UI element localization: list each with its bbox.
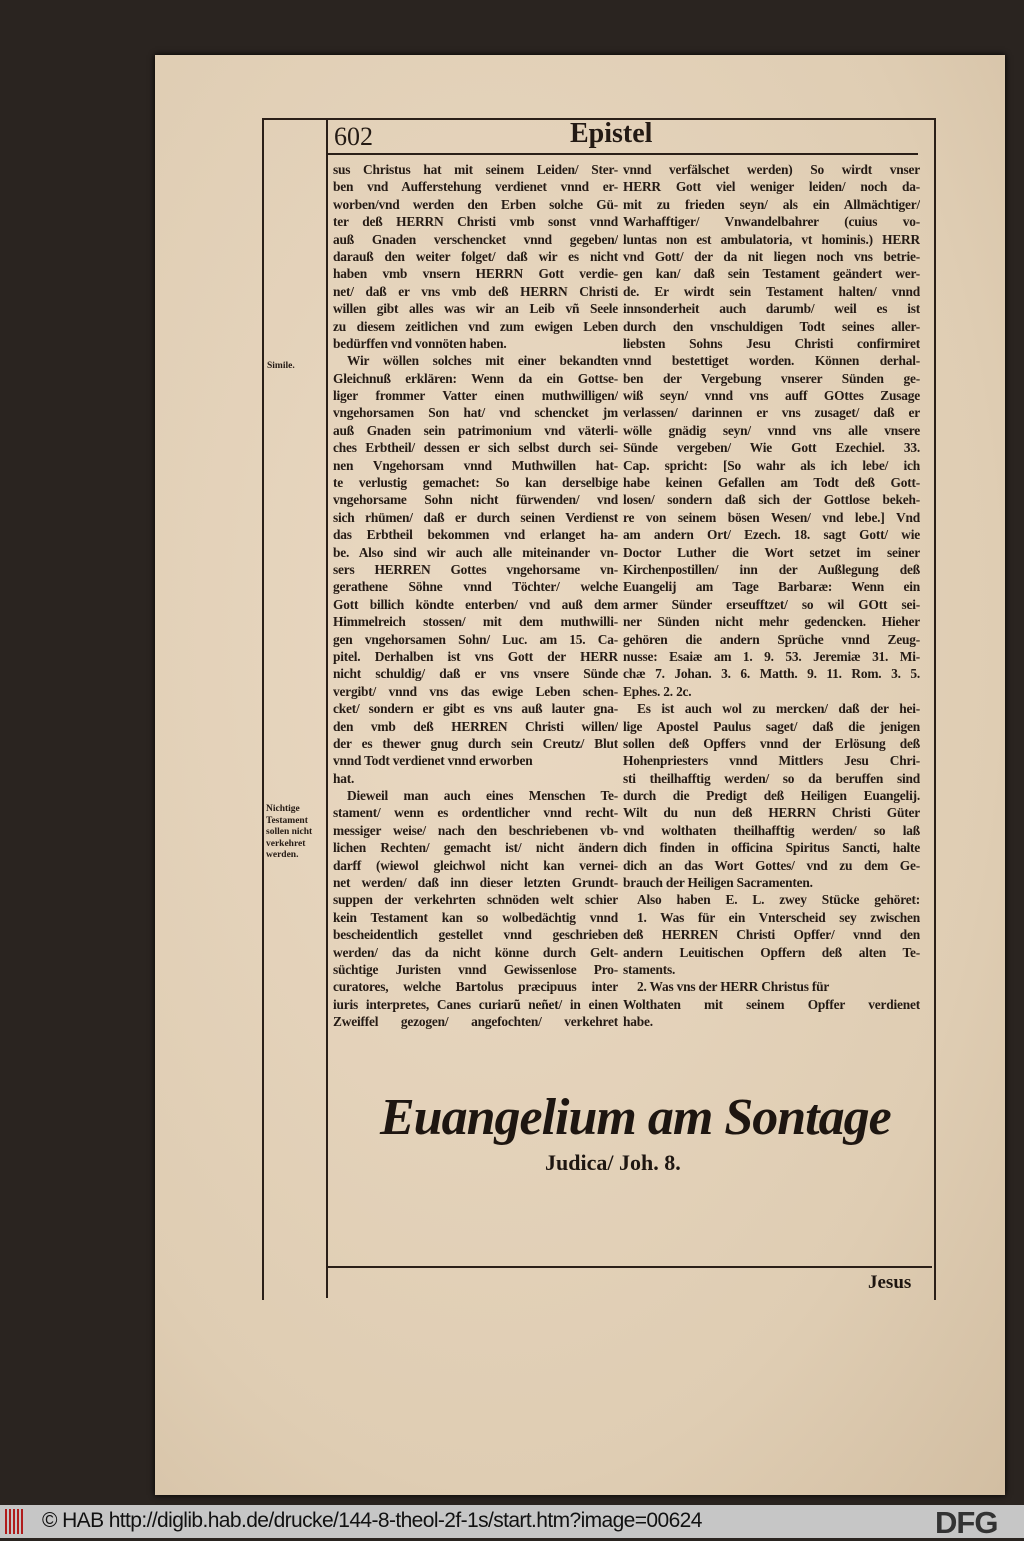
text-line: Gleichnuß erklären: Wenn da ein Gottse- <box>333 370 618 386</box>
text-line: habe keinen Gefallen am Todt deß Gott- <box>623 475 920 491</box>
text-line: bedürffen vnd vonnöten haben. <box>333 335 507 351</box>
text-line: kein Testament kan so wolbedächtig vnnd <box>333 909 618 925</box>
text-line: gen kan/ daß sein Testament geändert wer- <box>623 266 920 282</box>
text-line: Warhafftiger/ Vnwandelbahrer (cuius vo- <box>623 214 920 230</box>
right-text-column <box>623 161 920 1031</box>
text-line: bescheidentlich gestellet vnnd geschrieben <box>333 927 618 943</box>
page-number: 602 <box>334 122 373 151</box>
running-head: Epistel <box>570 118 653 149</box>
copyright-link[interactable]: © HAB http://diglib.hab.de/drucke/144-8-theol-2f-1s/start.htm?image=00624 <box>42 1509 702 1532</box>
text-line: 1. Was für ein Vnterscheid sey zwischen <box>637 909 920 925</box>
text-line: ben vnd Aufferstehung verdienet vnnd er- <box>333 179 618 195</box>
text-line: werden/ das da nicht könne durch Gelt- <box>333 944 618 960</box>
text-line: Kirchenpostillen/ inn der Außlegung deß <box>623 561 920 577</box>
text-line: gerathene Söhne vnnd Töchter/ welche <box>333 579 618 595</box>
text-line: das Erbtheil bekommen vnd erlanget ha- <box>333 527 618 543</box>
text-line: lichen Rechten/ gemacht ist/ nicht ändern <box>333 840 618 856</box>
text-line: gen vngehorsamen Sohn/ Luc. am 15. Ca- <box>333 631 618 647</box>
text-line: dich an das Wort Gottes/ vnd zu dem Ge- <box>623 857 920 873</box>
text-line: mit zu frieden seyn/ als ein Allmächtiger/ <box>623 196 920 212</box>
margin-column-rule <box>326 118 328 1298</box>
text-line: wiß seyn/ vnnd vns auff GOttes Zusage <box>623 388 920 404</box>
text-line: sus Christus hat mit seinem Leiden/ Ster- <box>333 162 618 177</box>
text-line: iuris interpretes, Canes curiarũ neñet/ in einen <box>333 996 618 1012</box>
text-line: messiger weise/ nach den beschriebenen vb- <box>333 822 618 838</box>
header-rule <box>328 153 918 155</box>
section-subtitle: Judica/ Joh. 8. <box>545 1150 681 1175</box>
dfg-logo: DFG <box>935 1505 998 1540</box>
text-line: dich finden in officina Spiritus Sancti, halte <box>623 840 920 856</box>
text-line: de. Er wirdt sein Testament halten/ vnnd <box>623 283 920 299</box>
text-line: Zweiffel gezogen/ angefochten/ verkehret <box>333 1014 618 1030</box>
text-line: durch den vnschuldigen Todt seines aller- <box>623 318 920 334</box>
text-line: Wir wöllen solches mit einer bekandten <box>347 353 618 369</box>
text-line: willen gibt alles was wir an Leib vñ Seele <box>333 301 618 317</box>
text-line: Himmelreich stossen/ mit dem muthwilli- <box>333 614 618 630</box>
text-line: Wolthaten mit seinem Opffer verdienet <box>623 996 920 1012</box>
text-line: stament/ wenn es ordentlicher vnnd recht- <box>333 805 618 821</box>
text-line: staments. <box>623 961 676 977</box>
text-line: cket/ sondern er gibt es vns auß lauter gna- <box>333 701 618 717</box>
text-line: haben vmb vnsern HERRN Gott verdie- <box>333 266 618 282</box>
text-line: worben/vnd werden den Erben solche Gü- <box>333 196 618 212</box>
text-line: Wilt du nun deß HERRN Christi Güter <box>623 805 920 821</box>
text-line: nicht schuldig/ daß er vns vnsere Sünde <box>333 666 618 682</box>
text-line: sollen deß Opffers vnnd der Erlösung deß <box>623 735 920 751</box>
text-line: Sünde vergeben/ Wie Gott Ezechiel. 33. <box>623 440 920 456</box>
catchword: Jesus <box>868 1272 912 1293</box>
text-line: liebsten Sohns Jesu Christi confirmiret <box>623 335 920 351</box>
text-line: auß Gnaden sein patrimonium vnd väterli- <box>333 422 618 438</box>
hab-logo-icon <box>5 1509 25 1534</box>
text-line: am andern Ort/ Ezech. 18. sagt Gott/ wie <box>623 527 920 543</box>
text-line: Doctor Luther die Wort setzet im seiner <box>623 544 920 560</box>
text-line: Gott billich köndte enterben/ vnd auß dem <box>333 596 618 612</box>
text-line: Hohenpriesters vnnd Mittlers Jesu Chri- <box>623 753 920 769</box>
text-line: vngehorsame Sohn nicht fürwenden/ vnd <box>333 492 618 508</box>
text-line: wölle gnädig seyn/ vnnd vns alle vnsere <box>623 422 920 438</box>
text-line: 2. Was vns der HERR Christus für <box>637 979 830 995</box>
text-line: chæ 7. Johan. 3. 6. Matth. 9. 11. Rom. 3. 5. <box>623 666 920 682</box>
text-line: Euangelij am Tage Barbaræ: Wenn ein <box>623 579 920 595</box>
text-line: auß Gnaden verschencket vnnd gegeben/ <box>333 231 618 247</box>
text-line: armer Sünder erseufftzet/ so wil GOtt sei- <box>623 596 920 612</box>
text-line: innsonderheit auch darumb/ weil es ist <box>623 301 920 317</box>
text-line: ben der Vergebung vnserer Sünden ge- <box>623 370 920 386</box>
text-line: den vmb deß HERREN Christi willen/ <box>333 718 618 734</box>
text-line: vnnd verfälschet werden) So wirdt vnser <box>623 162 920 177</box>
text-line: luntas non est ambulatoria, vt hominis.) HERR <box>623 231 920 247</box>
text-line: andern Leuitischen Opffern deß alten Te- <box>623 944 920 960</box>
text-line: vnnd Todt verdienet vnnd erworben <box>333 753 533 769</box>
text-line: vngehorsamen Son hat/ vnd schencket jm <box>333 405 618 421</box>
text-line: vnd Gott/ der da nit liegen noch vns betrie- <box>623 248 920 264</box>
text-line: Ephes. 2. 2c. <box>623 683 692 699</box>
margin-note-line: werden. <box>266 850 299 860</box>
text-line: Dieweil man auch eines Menschen Te- <box>347 788 618 804</box>
text-line: Also haben E. L. zwey Stücke gehöret: <box>637 892 920 908</box>
text-line: Cap. spricht: [So wahr als ich lebe/ ich <box>623 457 920 473</box>
text-line: deß HERREN Christi Opffer/ vnnd den <box>623 927 920 943</box>
text-line: net werden/ daß inn dieser letzten Grundt- <box>333 875 618 891</box>
text-line: HERR Gott viel weniger leiden/ noch da- <box>623 179 920 195</box>
bottom-rule <box>328 1266 932 1268</box>
footer-bar <box>0 1505 1024 1538</box>
text-line: vergibt/ vnnd vns das ewige Leben schen- <box>333 683 618 699</box>
margin-note-line: sollen nicht <box>266 827 313 837</box>
text-line: losen/ sondern daß sich der Gottlose bekeh- <box>623 492 920 508</box>
text-line: pitel. Derhalben ist vns Gott der HERR <box>333 648 618 664</box>
text-line: sti theilhafftig werden/ so da beruffen sind <box>623 770 920 786</box>
text-line: süchtige Juristen vnnd Gewissenlose Pro- <box>333 961 618 977</box>
text-line: suppen der verkehrten schnöden welt schier <box>333 892 618 908</box>
text-line: lige Apostel Paulus saget/ daß die jenigen <box>623 718 920 734</box>
text-line: verlassen/ darinnen er vns zusaget/ daß er <box>623 405 920 421</box>
text-line: curatores, welche Bartolus præcipuus inter <box>333 979 618 995</box>
text-line: durch die Predigt deß Heiligen Euangelij. <box>623 788 920 804</box>
text-line: sich rhümen/ daß er durch seinen Verdienst <box>333 509 618 525</box>
margin-note-line: verkehret <box>266 838 306 849</box>
text-line: ches Erbtheil/ dessen er sich selbst durch sei- <box>333 440 618 456</box>
text-line: sers HERREN Gottes vngehorsame vn- <box>333 561 618 577</box>
text-line: nusse: Esaiæ am 1. 9. 53. Jeremiæ 31. Mi- <box>623 648 920 664</box>
text-line: vnd wolthaten theilhafftig werden/ so laß <box>623 822 920 838</box>
margin-note-simile: Simile. <box>267 361 295 371</box>
text-line: zu diesem zeitlichen vnd zum ewigen Leben <box>333 318 618 334</box>
text-line: te verlustig gemachet: So kan derselbige <box>333 475 618 491</box>
text-line: ter deß HERRN Christi vmb sonst vnnd <box>333 214 618 230</box>
text-line: darff (wiewol gleichwol nicht kan vernei- <box>333 857 618 873</box>
text-line: hat. <box>333 770 355 786</box>
text-line: vnnd bestettiget worden. Können derhal- <box>623 353 920 369</box>
margin-note-line: Nichtige <box>266 804 300 814</box>
text-line: nen Vngehorsam vnnd Muthwillen hat- <box>333 457 618 473</box>
text-line: liger frommer Vatter einen muthwilligen/ <box>333 388 618 404</box>
margin-note-line: Testament <box>266 815 308 826</box>
left-text-column <box>333 161 618 1031</box>
text-line: habe. <box>623 1014 653 1030</box>
text-line: be. Also sind wir auch alle miteinander vn- <box>333 544 618 560</box>
text-line: Es ist auch wol zu mercken/ daß der hei- <box>637 701 920 717</box>
text-line: brauch der Heiligen Sacramenten. <box>623 875 813 891</box>
text-line: net/ daß er vns vmb deß HERRN Christi <box>333 283 618 299</box>
section-title: Euangelium am Sontage <box>380 1089 891 1146</box>
text-line: ner Sünden nicht mehr gedencken. Hieher <box>623 614 920 630</box>
text-line: der es thewer gnug durch sein Creutz/ Blut <box>333 735 618 751</box>
text-line: re von seinem bösen Wesen/ vnd lebe.] Vnd <box>623 509 920 525</box>
text-line: gehören die andern Sprüche vnnd Zeug- <box>623 631 920 647</box>
margin-note-testament <box>266 804 312 862</box>
text-line: darauß den weiter folget/ daß wir es nicht <box>333 248 618 264</box>
